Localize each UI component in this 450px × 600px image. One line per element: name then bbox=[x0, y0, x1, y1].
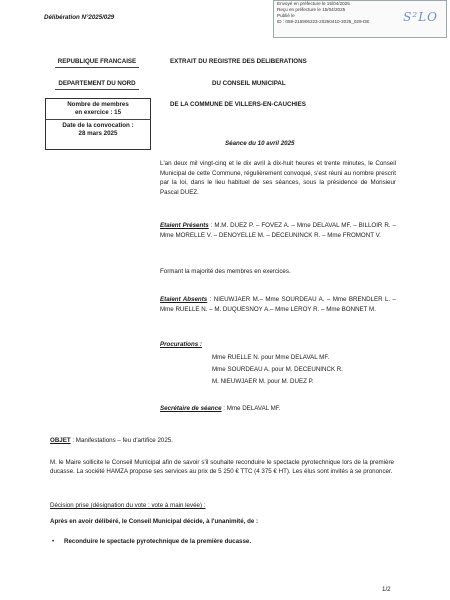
objet-label: OBJET bbox=[50, 437, 71, 444]
absents-paragraph bbox=[160, 295, 396, 315]
procurations-label: Procurations : bbox=[160, 341, 202, 348]
box-divider bbox=[46, 119, 150, 120]
register-extract-title: EXTRAIT DU REGISTRE DES DELIBERATIONS bbox=[170, 58, 307, 65]
members-label: Nombre de membres bbox=[67, 101, 129, 108]
department-label: DEPARTEMENT DU NORD bbox=[58, 80, 136, 87]
council-title: DU CONSEIL MUNICIPAL bbox=[212, 80, 286, 87]
stamp-line-published: Publié le bbox=[277, 13, 295, 18]
absents-text: : NIEUWJAER M.– Mme SOURDEAU A. – Mme BRENDLER L. – Mme RUELLE N. – M. DUQUESNOY A.– Mme LEROY R. – Mme BONNET M. bbox=[160, 296, 396, 313]
meeting-info-box bbox=[45, 98, 151, 150]
decision-intro: Après en avoir délibéré, le Conseil Municipal décide, à l'unanimité, de : bbox=[50, 518, 259, 525]
presents-label: Etaient Présents bbox=[160, 222, 209, 229]
procuration-item: Mme SOURDEAU A. pour M. DECEUNINCK R. bbox=[212, 366, 343, 373]
secretary-text: : Mme DELAVAL MF. bbox=[221, 405, 281, 412]
deliberation-number: Délibération N°2025/029 bbox=[44, 14, 115, 21]
s2low-logo: S²LO bbox=[403, 10, 438, 24]
department-underline bbox=[55, 89, 139, 90]
decision-label: Décision prise (désignation du vote : vote à main levée) : bbox=[50, 502, 206, 509]
objet-text: : Manifestations – feu d'artifice 2025. bbox=[70, 437, 173, 444]
convocation-label: Date de la convocation : bbox=[62, 122, 134, 129]
stamp-line-received: Reçu en préfecture le 15/04/2025 bbox=[277, 7, 346, 12]
majority-text: Formant la majorité des membres en exercices. bbox=[160, 268, 291, 275]
procuration-item: M. NIEUWJAER M. pour M. DUEZ P. bbox=[212, 378, 314, 385]
republic-label: REPUBLIQUE FRANCAISE bbox=[57, 58, 137, 65]
bullet-icon: • bbox=[52, 538, 55, 545]
convocation-value: 28 mars 2025 bbox=[78, 130, 118, 137]
presents-paragraph bbox=[160, 221, 396, 241]
page-number: 1/2 bbox=[382, 586, 391, 593]
absents-label: Etaient Absents bbox=[160, 296, 208, 303]
republic-underline bbox=[55, 67, 139, 68]
body-paragraph: M. le Maire sollicite le Conseil Municipal afin de savoir s'il souhaite reconduire le spectacle pyrotechnique lors de la première ducasse. La société HAMZA propose ses services au prix de 5 250 € TTC (4 375 € HT). Les élus sont invités à se prononcer. bbox=[50, 459, 394, 475]
intro-paragraph: L'an deux mil vingt-cinq et le dix avril à dix-huit heures et trente minutes, le Conseil Municipal de cette Commune, régulièrement convoqué, s'est réuni au nombre prescrit par la loi, dans le lieu habituel de ses séances, sous la présidence de Monsieur Pascal DUEZ. bbox=[160, 160, 396, 196]
procuration-item: Mme RUELLE N. pour Mme DELAVAL MF. bbox=[212, 354, 330, 361]
secretary-label: Secrétaire de séance bbox=[160, 405, 222, 412]
prefecture-stamp bbox=[273, 0, 447, 38]
members-value: en exercice : 15 bbox=[74, 109, 122, 116]
commune-title: DE LA COMMUNE DE VILLERS-EN-CAUCHIES bbox=[170, 101, 306, 108]
objet-line bbox=[50, 437, 173, 445]
session-date: Séance du 10 avril 2025 bbox=[225, 140, 295, 147]
secretary-line bbox=[160, 405, 281, 413]
decision-item: Reconduire le spectacle pyrotechnique de la première ducasse. bbox=[64, 538, 252, 545]
stamp-line-sent: Envoyé en préfecture le 15/04/2025 bbox=[277, 1, 350, 6]
stamp-line-id: ID : 059-215906223-20250410-2025_029-DE bbox=[277, 19, 370, 24]
presents-text: : M.M. DUEZ P. – FOVEZ A. – Mme DELAVAL MF. – BILLOIR R. – Mme MORELLE V. – DENOYELLE M. – DECEUNINCK R. – Mme FROMONT V. bbox=[160, 222, 396, 239]
